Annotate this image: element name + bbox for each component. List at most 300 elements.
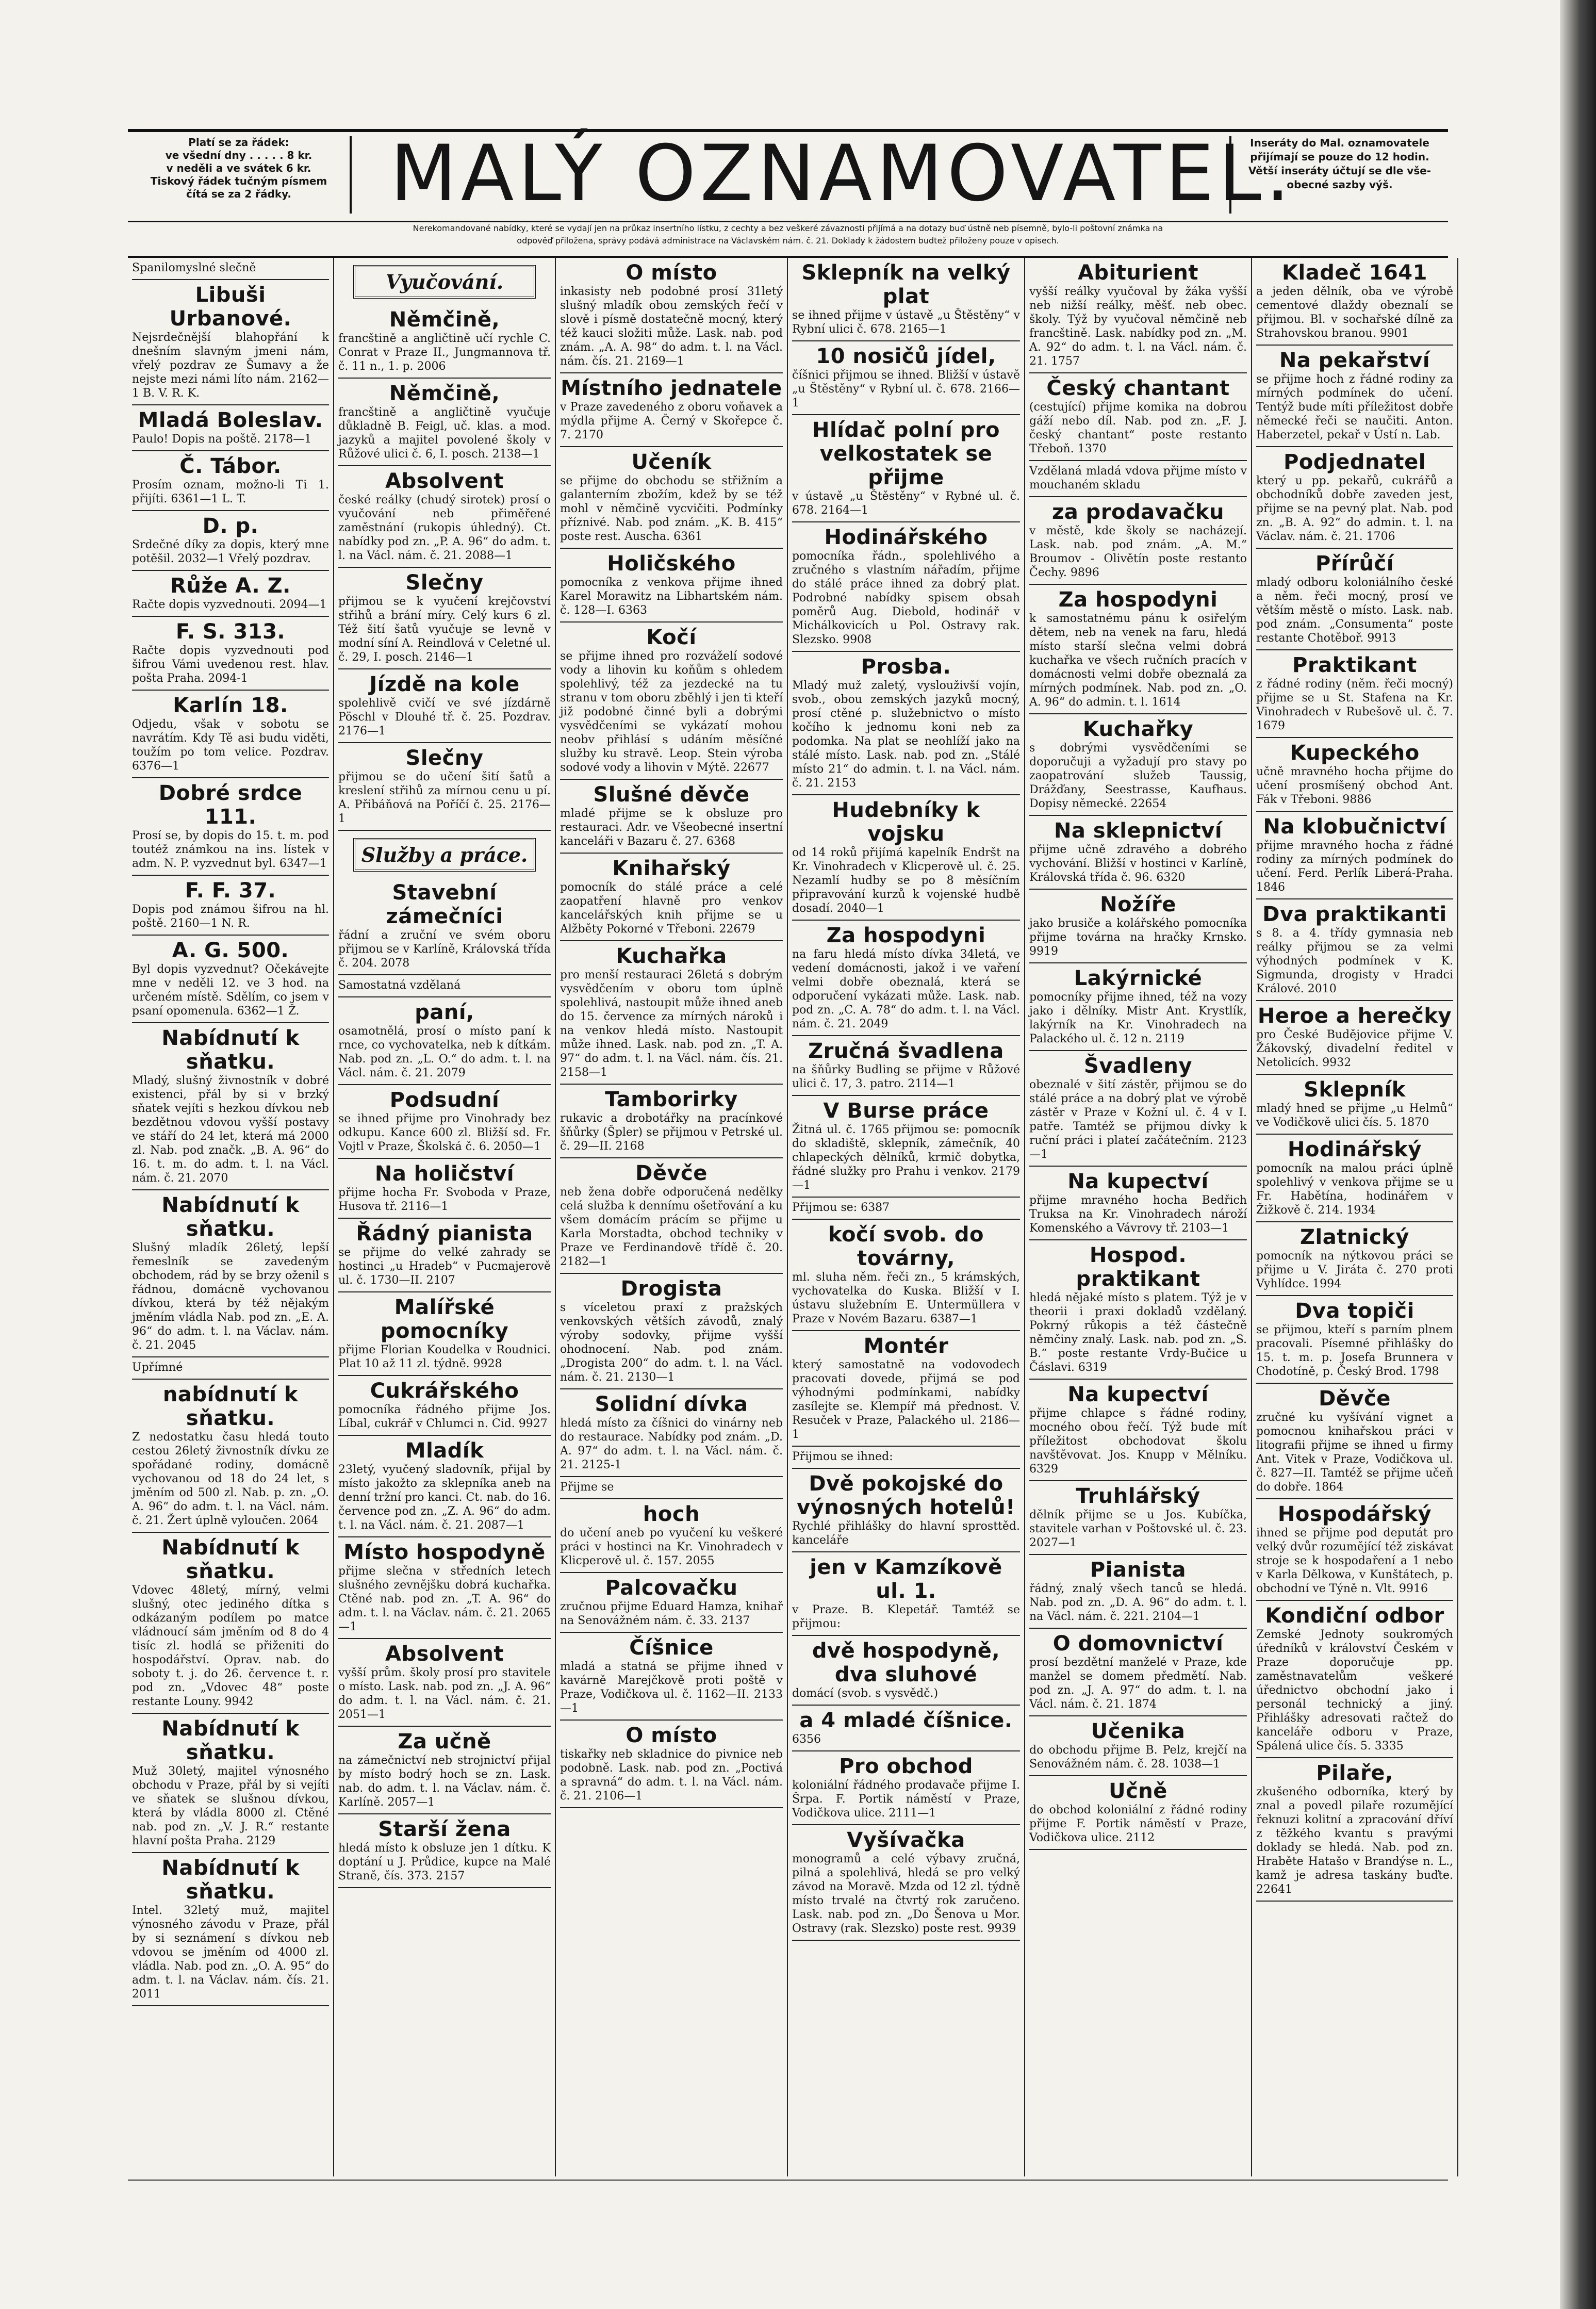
- classified-ad: [1256, 258, 1453, 346]
- classified-ad: [132, 280, 329, 405]
- ad-text: francštině a angličtině vyučuje důkladně B. Feigl, uč. klas. a mod. jazyků a majitel povolené školy v Růžové ulici č. 6, I. posch. 2138—1: [338, 406, 551, 461]
- ad-title: Kupeckého: [1290, 741, 1420, 765]
- classified-ad: [132, 1023, 329, 1190]
- ad-title: Učeník: [631, 450, 712, 474]
- ad-title: Na klobučnictví: [1263, 815, 1446, 839]
- ad-text: řádný, znalý všech tanců se hledá. Nab. pod zn. „D. A. 96“ do adm. t. l. na Václ. nám. č. 221. 2104—1: [1029, 1582, 1247, 1623]
- ad-text: přijme učně zdravého a dobrého vychování. Bližší v hostinci v Karlíně, Královská třída č. 96. 6320: [1029, 843, 1247, 884]
- ad-text: pomocník do stálé práce a celé zaopatření hlavně pro venkov kancelářských knih přijme se u Alžběty Pokorné v Třeboni. 22679: [560, 881, 783, 936]
- bottom-rule: [128, 2180, 1448, 2181]
- ad-text: rukavic a drobotářky na pracínkové šňůrky (Špler) se přijmou v Petrské ul. č. 29—II. 2168: [560, 1112, 783, 1153]
- ad-text: Rychlé přihlášky do hlavní sprosttěd. kanceláře: [792, 1520, 1020, 1547]
- ad-title: Sklepník: [1304, 1078, 1406, 1102]
- price-box: [128, 136, 352, 214]
- ad-text: zručnou přijme Eduard Hamza, knihař na Senovážném nám. č. 33. 2137: [560, 1600, 783, 1627]
- ad-text: v Praze. B. Klepetář. Tamtéž se přijmou:: [792, 1603, 1020, 1630]
- ad-text: Zemské Jednoty soukromých úředníků v království Českém v Praze doporučuje pp. zaměstnavatelům veškeré úřednictvo obchodní jako i personál technický a jiný. Přihlášky adresovati račtež do kanceláře odboru v Praze, Spálená ulice čís. 5. 3335: [1256, 1628, 1453, 1753]
- classified-ad: [1029, 1167, 1247, 1240]
- ad-title: Mladík: [405, 1439, 484, 1463]
- classified-ad: [560, 447, 783, 549]
- ad-title: Pilaře,: [1316, 1761, 1393, 1785]
- classified-ad: [792, 795, 1020, 921]
- ad-title: Hodinářský: [1288, 1138, 1422, 1161]
- classified-ad: [338, 466, 551, 568]
- classified-ad: [1256, 1222, 1453, 1296]
- ad-text: Spanilomyslné slečně: [132, 261, 256, 274]
- ad-text: s víceletou praxí z pražských venkovských větších závodů, znalý výroby sodovky, přijme vyšší ohodnocení. Nab. pod znám. „Drogista 200“ do adm. t. l. na Václ. nám. č. 21. 2130—1: [560, 1301, 783, 1384]
- classified-ad: [132, 1380, 329, 1533]
- classified-ad: [1256, 1758, 1453, 1902]
- classified-ad: [792, 258, 1020, 341]
- ad-title: Pianista: [1090, 1558, 1187, 1582]
- classified-ad: [132, 511, 329, 571]
- ad-title: nabídnutí k sňatku.: [162, 1383, 299, 1430]
- classified-ad: [338, 669, 551, 743]
- ad-title: Český chantant: [1046, 376, 1230, 400]
- classified-ad: [1029, 1051, 1247, 1167]
- classified-ad: [792, 1096, 1020, 1198]
- price-line: v neděli a ve svátek 6 kr.: [166, 162, 311, 174]
- ad-text: koloniální řádného prodavače přijme I. Šrpa. F. Portik náměstí v Praze, Vodičkova ulice. 2111—1: [792, 1779, 1020, 1820]
- ad-title: Hudebníky k vojsku: [832, 798, 980, 846]
- classified-ad: [1256, 549, 1453, 650]
- classified-ad: [1256, 1296, 1453, 1384]
- classified-ad: [132, 617, 329, 691]
- ad-title: Kočí: [646, 626, 697, 649]
- ad-title: Zlatnický: [1300, 1225, 1409, 1249]
- ad-text: jako brusiče a kolářského pomocníka přijme továrna na hračky Krnsko. 9919: [1029, 917, 1247, 958]
- classified-ad: [1256, 812, 1453, 899]
- ad-title: Učenika: [1091, 1720, 1186, 1743]
- notice-line: Nerekomandované nabídky, které se vydají jen na průkaz insertního lístku, z cechty a bez veškeré závaznosti přijímá a na dotazy buď ústně neb písemně, bylo-li poštovní známka na: [413, 223, 1163, 233]
- page-edge-shadow: [1560, 0, 1596, 2309]
- classified-ad: [1256, 346, 1453, 447]
- ad-text: Muž 30letý, majitel výnosného obchodu v Praze, přál by si vejíti ve sňatek se slušnou dívkou, která by vládla 8000 zl. Ctěné nab. pod zn. „V. J. R.“ restante hlavní pošta Praha. 2129: [132, 1765, 329, 1847]
- ad-text: monogramů a celé výbavy zručná, pilná a spolehlivá, hledá se pro velký závod na Moravě. Mzda od 12 zl. týdně místo trvalé na čtvrtý rok zaručeno. Lask. nab. pod zn. „Do Šenova u Mor. Ostravy (rak. Slezsko) poste rest. 9939: [792, 1853, 1020, 1935]
- ad-text: do obchod koloniální z řádné rodiny přijme F. Portik náměstí v Praze, Vodičkova ulice. 2112: [1029, 1804, 1247, 1844]
- ad-text: který samostatně na vodovodech pracovati dovede, přijmá se pod výhodnými podmínkami, nabídky zasílejte se. Klempíř má přednost. V. Resuček v Praze, Palackého ul. 2186—1: [792, 1358, 1020, 1441]
- ad-text: do učení aneb po vyučení ku veškeré práci v hostinci na Kr. Vinohradech v Klicperově ul. č. 157. 2055: [560, 1527, 783, 1567]
- classified-ad: [1029, 373, 1247, 461]
- ad-text: v ústavě „u Štěstěny“ v Rybné ul. č. 678. 2164—1: [792, 490, 1020, 517]
- ad-title: Heroe a herečky: [1257, 1004, 1452, 1028]
- classified-ad: [1029, 1380, 1247, 1481]
- ad-title: O domovnictví: [1052, 1632, 1224, 1656]
- ad-title: Č. Tábor.: [179, 454, 282, 478]
- ad-text: Intel. 32letý muž, majitel výnosného závodu v Praze, přál by si seznámení s dívkou neb vdovou se jměním od 4000 zl. vládla. Nab. pod zn. „O. A. 95“ do adm. t. l. na Václav. nám. čís. 21. 2011: [132, 1904, 329, 2001]
- price-line: čítá se za 2 řádky.: [186, 188, 291, 200]
- info-line: přijímají se pouze do 12 hodin.: [1250, 151, 1429, 163]
- classified-ad: [132, 1533, 329, 1714]
- classified-ad: [792, 415, 1020, 522]
- ad-text: pomocníka z venkova přijme ihned Karel Morawitz na Libhartském nám. č. 128—I. 6363: [560, 576, 783, 617]
- classified-ad: [560, 941, 783, 1085]
- classified-ad: [792, 1706, 1020, 1751]
- column-4: [788, 258, 1025, 2176]
- ad-title: Kondiční odbor: [1265, 1604, 1444, 1628]
- ad-text: pomocník na nýtkovou práci se přijme u V. Jiráta č. 270 proti Vyhlídce. 1994: [1256, 1250, 1453, 1290]
- classified-ad: [1256, 899, 1453, 1001]
- ad-title: Pro obchod: [839, 1755, 973, 1778]
- ad-title: Slušné děvče: [593, 783, 750, 807]
- classified-ad: [792, 1469, 1020, 1552]
- ad-text: Nejsrdečnější blahopřání k dnešním slavným jmeni nám, vřelý pozdrav ze Šumavy a že nejste mezi námi líto nám. 2162—1 B. V. R. K.: [132, 331, 329, 400]
- classified-ad: [560, 1085, 783, 1158]
- classified-ad: [1029, 258, 1247, 373]
- ad-title: Tamborirky: [605, 1088, 738, 1111]
- classified-ad: [338, 1159, 551, 1219]
- classified-ad: [1029, 816, 1247, 890]
- ad-text: mladé přijme se k obsluze pro restauraci. Adr. ve Všeobecné insertní kanceláři v Bazaru č. 27. 6368: [560, 807, 783, 848]
- ad-title: Zručná švadlena: [808, 1039, 1004, 1063]
- classified-ad: [560, 1389, 783, 1477]
- ad-text: se přijme do velké zahrady se hostinci „u Hradeb“ v Pucmajerově ul. č. 1730—II. 2107: [338, 1246, 551, 1287]
- ad-title: Za hospodyni: [1058, 588, 1218, 612]
- ad-title: jen v Kamzíkově ul. 1.: [810, 1555, 1002, 1603]
- ad-title: Stavební zámečníci: [386, 881, 503, 928]
- ad-title: Děvče: [635, 1161, 707, 1185]
- ad-title: Nožíře: [1100, 893, 1176, 916]
- ad-text: vyšší reálky vyučoval by žáka vyšší neb nižší reálky, měšť. neb obec. školy. Týž by vyučoval němčině neb francštině. Lask. nabídky pod zn. „M. A. 92“ do adm. t. l. na Václ. nám. č. 21. 1757: [1029, 285, 1247, 368]
- ad-text: v Praze zavedeného z oboru voňavek a mýdla přijme A. Černý v Skořepce č. 7. 2170: [560, 401, 783, 441]
- ad-title: Přírůčí: [1315, 552, 1394, 576]
- classified-ad: [560, 1477, 783, 1499]
- ad-text: přijmou se do učení šití šatů a kreslení střihů za mírnou cenu u pí. A. Přibáňová na Poříčí č. 25. 2176—1: [338, 771, 551, 825]
- classified-ad: [560, 1274, 783, 1389]
- ad-text: se ihned přijme pro Vinohrady bez odkupu. Kance 600 zl. Bližší sd. Fr. Vojtl v Praze, Školská č. 6. 2050—1: [338, 1112, 551, 1153]
- header-notice: [128, 221, 1448, 253]
- ad-text: ml. sluha něm. řeči zn., 5 krámských, vychovatelka do Kuska. Bližší v I. ústavu služebním E. Untermüllera v Praze v Novém Bazaru. 6387—1: [792, 1271, 1020, 1325]
- classified-ad: [338, 1537, 551, 1639]
- classified-ad: [560, 1158, 783, 1274]
- column-5: [1025, 258, 1252, 2176]
- classified-ad: [132, 691, 329, 778]
- ad-text: Byl dopis vyzvednut? Očekávejte mne v neděli 12. ve 3 hod. na určeném místě. Sdělím, co jsem v psaní opomenula. 6362—1 Ž.: [132, 963, 329, 1018]
- ad-title: Lakýrnické: [1074, 967, 1203, 990]
- ad-title: F. S. 313.: [175, 620, 286, 644]
- classified-ad: [338, 1085, 551, 1159]
- ad-text: 6356: [792, 1733, 821, 1746]
- ad-title: Nabídnutí k sňatku.: [161, 1856, 300, 1904]
- ad-text: Prosí se, by dopis do 15. t. m. pod toutéž známkou na ins. lístek v adm. N. P. vyzvednut byl. 6347—1: [132, 829, 329, 870]
- ad-title: Na kupectví: [1067, 1170, 1209, 1193]
- classified-ad: [132, 451, 329, 511]
- ad-text: inkasisty neb podobné prosí 31letý slušný mladík obou zemských řečí v slově i písmě dostatečně mocný, který též kauci složiti může. Lask. nab. pod znám. „A. A. 98“ do adm. t. l. na Václ. nám. čís. 21. 2169—1: [560, 285, 783, 368]
- ad-text: francštině a angličtině učí rychle C. Conrat v Praze II., Jungmannova tř. č. 11 n., 1. p. 2006: [338, 332, 551, 373]
- ad-title: Starší žena: [378, 1817, 511, 1841]
- classified-ad: [1029, 963, 1247, 1051]
- classified-ad: [792, 1198, 1020, 1220]
- classified-ad: [338, 1814, 551, 1888]
- ad-title: Malířské pomocníky: [380, 1296, 509, 1343]
- ad-text: hledá místo k obsluze jen 1 dítku. K doptání u J. Průdice, kupce na Malé Straně, čís. 373. 2157: [338, 1842, 551, 1882]
- classified-ad: [338, 305, 551, 379]
- classified-ad: [132, 1853, 329, 2006]
- ad-text: Paulo! Dopis na poště. 2178—1: [132, 433, 312, 446]
- classified-ad: [338, 1727, 551, 1814]
- ad-title: Nabídnutí k sňatku.: [161, 1536, 300, 1583]
- classified-ad: [792, 1447, 1020, 1469]
- column-2: [334, 258, 556, 2176]
- ad-title: Jízdě na kole: [369, 673, 520, 696]
- classified-ad: [338, 878, 551, 975]
- info-line: obecné sazby výš.: [1287, 178, 1393, 191]
- classified-ad: [560, 1721, 783, 1808]
- classified-ad: [1029, 1481, 1247, 1555]
- ad-title: Hospodářský: [1277, 1502, 1432, 1526]
- ad-title: Prosba.: [861, 655, 951, 679]
- ad-title: Kladeč 1641: [1282, 261, 1427, 285]
- ad-text: 23letý, vyučený sladovník, přijal by místo jakožto za sklepníka aneb na denní tržní pro kanci. Ct. nab. do 16. července pod zn. „Z. A. 96“ do adm. t. l. na Václ. nám. č. 21. 2087—1: [338, 1463, 551, 1532]
- section-heading: Služby a práce.: [353, 838, 536, 872]
- ad-title: a 4 mladé číšnice.: [799, 1709, 1013, 1732]
- ad-text: s 8. a 4. třídy gymnasia neb reálky přijmou se za velmi výhodných podmínek v K. Sigmunda, drogisty v Hradci Králové. 2010: [1256, 927, 1453, 995]
- ad-text: Přijme se: [560, 1481, 614, 1494]
- ad-text: Račte dopis vyzvednouti pod šifrou Vámi uvedenou rest. hlav. pošta Praha. 2094-1: [132, 644, 329, 685]
- ad-text: Mladý muž zaletý, vyslouživší vojín, svob., obou zemských jazyků mocný, prosí ctěné p. služebnictvo o místo kočího k jednomu koni neb za podomka. Na plat se neohlíží jako na stálé místo. Lask. nab. pod zn. „Stálé místo 21“ do admin. t. l. na Václ. nám. č. 21. 2153: [792, 679, 1020, 790]
- insertion-info-box: [1229, 136, 1448, 214]
- ad-title: hoch: [643, 1502, 700, 1526]
- ad-title: Drogista: [620, 1277, 722, 1301]
- ad-text: Prosím oznam, možno-li Ti 1. přijíti. 6361—1 L. T.: [132, 479, 329, 505]
- ad-title: Absolvent: [385, 1642, 504, 1666]
- classified-ad: [1029, 585, 1247, 714]
- ad-title: Podjednatel: [1284, 450, 1426, 474]
- classified-ad: [1256, 650, 1453, 738]
- section-heading: Vyučování.: [353, 265, 536, 299]
- classified-ad: [1256, 447, 1453, 549]
- ad-text: k samostatnému pánu k osiřelým dětem, neb na venek na faru, hledá místo starší slečna velmi dobrá kuchařka ve všech ručních pracích v domácnosti velmi dobře obeznalá za mírných podmínek. Nab. pod zn. „O. A. 96“ do admin. t. l. 1614: [1029, 612, 1247, 709]
- ad-title: Kuchařky: [1082, 717, 1194, 741]
- classified-ad: [132, 1714, 329, 1853]
- classified-ad: [560, 549, 783, 623]
- ad-text: Vdovec 48letý, mírný, velmi slušný, otec jediného dítka s odkázaným podílem po matce vládnoucí sám jměním od 8 do 4 tisíc zl. hodlá se přiženiti do hospodářství. Oprav. nab. do soboty t. j. do 26. července t. r. pod zn. „Vdovec 48“ poste restante Louny. 9942: [132, 1584, 329, 1708]
- ad-title: Řádný pianista: [356, 1222, 533, 1246]
- classified-ad: [792, 1331, 1020, 1447]
- ad-title: Knihařský: [612, 857, 731, 880]
- ad-text: pomocníka řádného přijme Jos. Líbal, cukrář v Chlumci n. Cid. 9927: [338, 1403, 551, 1430]
- ad-title: Na sklepnictví: [1054, 819, 1223, 843]
- classified-ad: [132, 405, 329, 451]
- ad-text: mladá a statná se přijme ihned v kavárně Marejčkově proti poště v Praze, Vodičkova ul. č. 1162—II. 2133—1: [560, 1660, 783, 1715]
- ad-text: v městě, kde školy se nacházejí. Lask. nab. pod znám. „A. M.“ Broumov - Olivětín poste restanto Čechy. 9896: [1029, 525, 1247, 579]
- ad-title: Montér: [863, 1334, 949, 1358]
- classified-ad: [132, 778, 329, 876]
- classified-ad: [1256, 1135, 1453, 1222]
- info-line: Větší inseráty účtují se dle vše-: [1248, 165, 1432, 177]
- ad-title: Hodinářského: [824, 526, 988, 549]
- ad-title: Nabídnutí k sňatku.: [161, 1717, 300, 1764]
- ad-text: mladý odboru koloniálního české a něm. řeči mocný, prosí ve větším městě o místo. Lask. nab. pod znám. „Consumenta“ poste restante Chotěboř. 9913: [1256, 576, 1453, 645]
- classified-ad: [1256, 1384, 1453, 1499]
- ad-text: přijme mravného hocha Bedřich Truksa na Kr. Vinohradech nároží Komenského a Vávrovy tř. 2103—1: [1029, 1194, 1247, 1235]
- classified-ad: [338, 1639, 551, 1727]
- ad-text: na zámečnictví neb strojnictví přijal by místo bodrý hoch se zn. Lask. nab. do adm. t. l. na Václav. nám. č. Karlíně. 2057—1: [338, 1754, 551, 1809]
- classified-ad: [560, 854, 783, 941]
- classified-ad: [132, 258, 329, 280]
- ad-text: Vzdělaná mladá vdova přijme místo v mouchaném skladu: [1029, 465, 1247, 492]
- classified-ad: [560, 623, 783, 780]
- ad-text: domácí (svob. s vysvědč.): [792, 1687, 939, 1700]
- ad-title: Učně: [1109, 1779, 1167, 1803]
- ad-title: Palcovačku: [605, 1576, 738, 1600]
- classified-ad: [560, 258, 783, 373]
- ad-text: který u pp. pekařů, cukrářů a obchodníků dobře zaveden jest, přijme se na pevný plat. Nab. pod zn. „B. A. 92“ do admin. t. l. na Václav. nám. č. 21. 1706: [1256, 474, 1453, 543]
- ad-text: číšnici přijmou se ihned. Bližší v ústavě „u Štěstěny“ v Rybní ul. č. 678. 2166—1: [792, 369, 1020, 410]
- ad-text: z řádné rodiny (něm. řeči mocný) přijme se u St. Stafena na Kr. Vinohradech v Rubešově ul. č. 7. 1679: [1256, 678, 1453, 732]
- ad-title: Na pekařství: [1279, 349, 1430, 372]
- ad-text: přijme mravného hocha z řádné rodiny za mírných podmínek do učení. Ferd. Perlík Liberá-Praha. 1846: [1256, 839, 1453, 894]
- ad-title: Dva topiči: [1295, 1299, 1414, 1323]
- classified-ad: [1029, 1555, 1247, 1629]
- ad-text: Dopis pod známou šifrou na hl. poště. 2160—1 N. R.: [132, 903, 329, 930]
- ad-text: hledá nějaké místo s platem. Týž je v theorii i praxi dokladů vzdělaný. Pokrný růkopis a též částečně němčiny znalý. Lask. nab. pod zn. „S. B.“ poste restante Vrdy-Bučice u Čáslavi. 6319: [1029, 1291, 1247, 1374]
- ad-title: za prodavačku: [1051, 500, 1225, 524]
- ad-title: 10 nosičů jídel,: [816, 345, 996, 368]
- classified-ad: [338, 997, 551, 1085]
- price-line: ve všední dny . . . . . 8 kr.: [165, 149, 312, 161]
- classified-ad: [338, 975, 551, 997]
- ad-text: přijme chlapce s řádné rodiny, mocného obou řečí. Týž bude mít příležitost obchodovat školu navštěvovat. Jos. Knupp v Mělníku. 6329: [1029, 1407, 1247, 1476]
- ad-text: řádní a zruční ve svém oboru přijmou se v Karlíně, Královská třída č. 204. 2078: [338, 929, 551, 970]
- classified-ad: [560, 373, 783, 447]
- ad-text: se přijme hoch z řádné rodiny za mírných podmínek do učení. Tentýž bude míti příležitost dobře německé řeči se naučiti. Anton. Haberzetel, pekař v Ústí n. Lab.: [1256, 373, 1453, 441]
- classified-ad: [792, 1825, 1020, 1941]
- classified-ad: [338, 1376, 551, 1436]
- ad-text: osamotnělá, prosí o místo paní k rnce, co vychovatelka, neb k dítkám. Nab. pod zn. „L. O.“ do adm. t. l. na Václ. nám. č. 21. 2079: [338, 1025, 551, 1079]
- ad-text: přijmou se k vyučení krejčovství střihů a brání míry. Celý kurs 6 zl. Též šití šatů vyučuje se levně v modní síní A. Reindlová v Celetné ul. č. 29, I. posch. 2146—1: [338, 595, 551, 664]
- ad-text: se ihned přijme v ústavě „u Štěstěny“ v Rybní ulici č. 678. 2165—1: [792, 309, 1020, 336]
- ad-text: a jeden dělník, oba ve výrobě cementové dlaždy obeznalí se přijmou. Bl. v sochařské dílně za Strahovskou branou. 9901: [1256, 285, 1453, 340]
- classified-ad: [338, 1436, 551, 1537]
- ad-text: s dobrými vysvědčeními se doporučuji a vyžadují pro stavy po zaopatrování služeb Taussig, Drážďany, Seestrasse, Kaufhaus. Dopisy německé. 22654: [1029, 742, 1247, 810]
- ad-title: Nabídnutí k sňatku.: [161, 1193, 300, 1241]
- notice-line: odpověď přiložena, správy podává administrace na Václavském nám. č. 21. Doklady k žádostem budtež přiloženy pouze v opisech.: [517, 236, 1059, 245]
- ad-text: mladý hned se přijme „u Helmů“ ve Vodičkově ulici čís. 5. 1870: [1256, 1102, 1453, 1129]
- classified-ad: [338, 1219, 551, 1292]
- ad-text: Mladý, slušný živnostník v dobré existenci, přál by si v brzký sňatek vejíti s hezkou dívkou neb bezdětnou vdovou vyšší postavy ve stáří do 24 let, která má 2000 zl. Nab. pod značk. „B. A. 96“ do 16. t. m. do adm. t. l. na Václ. nám. č. 21. 2070: [132, 1074, 329, 1185]
- ad-text: se přijme ihned pro rozváželí sodové vody a lihovin ku koňům s ohledem spolehlivý, též za jezdecké na tu stranu v tom oboru zběhlý i jen ti kteří již podobné činné byli a dobrými vysvědčeními se vykázatí mohou neobv přihlásí s udáním měsíčné služby ku stravě. Leop. Stein výroba sodové vody a lihovin v Mýtě. 22677: [560, 650, 783, 774]
- ad-title: Slečny: [405, 746, 484, 770]
- ad-title: Nabídnutí k sňatku.: [161, 1026, 300, 1074]
- ad-title: Němčině,: [389, 308, 500, 332]
- ad-text: Žitná ul. č. 1765 přijmou se: pomocník do skladiště, sklepník, zámečník, 40 chlapeckých dělníků, krmič dobytka, řádné služky pro Prahu i venkov. 2179—1: [792, 1123, 1020, 1192]
- classified-ad: [560, 1499, 783, 1573]
- ad-text: Přijmou se: 6387: [792, 1201, 890, 1214]
- classified-ad: [1029, 497, 1247, 585]
- classified-ad: [560, 780, 783, 854]
- ad-title: V Burse práce: [823, 1099, 989, 1123]
- info-line: Inseráty do Mal. oznamovatele: [1250, 137, 1429, 149]
- classified-ad: [338, 568, 551, 669]
- column-6: [1252, 258, 1458, 2176]
- classified-ad: [1256, 1499, 1453, 1601]
- price-line: Platí se za řádek:: [188, 136, 289, 149]
- ad-title: O místo: [626, 1724, 717, 1747]
- price-line: Tiskový řádek tučným písmem: [150, 175, 327, 187]
- ad-text: se přijmou, kteří s parním plnem pracovali. Písemné přihlášky do 15. t. m. p. Josefa Brunnera v Chodotíně, p. Český Brod. 1798: [1256, 1323, 1453, 1378]
- column-3: [556, 258, 788, 2176]
- ad-title: Holičského: [607, 552, 736, 576]
- ad-text: hledá místo za číšnici do vinárny neb do restaurace. Nabídky pod znám. „D. A. 97“ do adm. t. l. na Václ. nám. č. 21. 2125-1: [560, 1417, 783, 1471]
- ad-text: dělník přijme se u Jos. Kubíčka, stavitele varhan v Poštovské ul. č. 23. 2027—1: [1029, 1509, 1247, 1549]
- ad-title: F. F. 37.: [185, 879, 276, 903]
- ad-text: přijme Florian Koudelka v Roudnici. Plat 10 až 11 zl. týdně. 9928: [338, 1344, 551, 1370]
- ad-title: Děvče: [1319, 1387, 1391, 1411]
- ad-title: Na holičství: [374, 1162, 515, 1186]
- ad-title: Absolvent: [385, 469, 504, 493]
- classified-header: [128, 129, 1448, 258]
- ad-title: Místo hospodyně: [343, 1541, 546, 1564]
- ad-title: Sklepník na velký plat: [801, 261, 1011, 308]
- ad-text: Přijmou se ihned:: [792, 1450, 893, 1463]
- classified-ad: [132, 1357, 329, 1380]
- classified-ad: [792, 1751, 1020, 1825]
- ad-text: od 14 roků přijímá kapelník Endršt na Kr. Vinohradech v Klicperově ul. č. 25. Nezamlí hudby se po 8 měsíčním připravování kurzů k vojenské hudbě dosadí. 2040—1: [792, 846, 1020, 915]
- ad-text: na šňůrky Budling se přijme v Růžové ulici č. 17, 3. patro. 2114—1: [792, 1063, 1020, 1090]
- ad-text: české reálky (chudý sirotek) prosí o vyučování neb přiměřené zaměstnání (rukopis úhledný). Ct. nabídky pod zn. „P. A. 96“ do adm. t. l. na Václ. nám. č. 21. 2088—1: [338, 494, 551, 562]
- ad-title: Za učně: [398, 1730, 491, 1754]
- classified-ad: [1029, 1716, 1247, 1776]
- classified-ad: [1029, 461, 1247, 497]
- ad-text: pro České Budějovice přijme V. Žákovský, divadelní ředitel v Netolicích. 9932: [1256, 1028, 1453, 1069]
- classified-ad: [338, 743, 551, 831]
- ad-text: Slušný mladík 26letý, lepší řemeslník se zavedeným obchodem, rád by se brzy oženil s řádnou, domácně vychovanou dívkou, která by též nějakým jměním vládla Nab. pod zn. „E. A. 96“ do adm. t. l. na Václav. nám. č. 21. 2045: [132, 1241, 329, 1352]
- classified-ad: [132, 571, 329, 617]
- ad-text: tiskařky neb skladnice do pivnice neb podobně. Lask. nab. pod zn. „Poctivá a spravná“ do adm. t. l. na Václ. nám. č. 21. 2106—1: [560, 1748, 783, 1803]
- ad-title: Na kupectví: [1067, 1383, 1209, 1406]
- ad-title: Slečny: [405, 571, 484, 595]
- classified-ad: [1029, 890, 1247, 963]
- ad-title: paní,: [415, 1001, 474, 1024]
- classified-ad: [1256, 738, 1453, 812]
- ad-text: Z nedostatku času hledá touto cestou 26letý živnostník dívku ze spořádané rodiny, domácně vychovanou od 18 do 24 let, s jměním od 500 zl. Nab. p. zn. „O. A. 96“ do adm. t. l. na Václ. nám. č. 21. Žert úplně vyloučen. 2064: [132, 1431, 329, 1527]
- ad-title: Místního jednatele: [561, 376, 782, 400]
- classified-ad: [560, 1573, 783, 1633]
- classified-ad: [1256, 1075, 1453, 1135]
- classified-ad: [1029, 1240, 1247, 1380]
- classified-ad: [132, 876, 329, 936]
- ad-text: Upřímné: [132, 1361, 183, 1374]
- ad-text: přijme slečna v středních letech slušného zevnějšku dobrá kuchařka. Ctěné nab. pod zn. „T. A. 96“ do adm. t. l. na Václav. nám. č. 21. 2065—1: [338, 1565, 551, 1633]
- ad-title: Hlídač polní pro velkostatek se přijme: [812, 418, 1000, 489]
- classified-ad: [792, 1036, 1020, 1096]
- ad-title: Švadleny: [1084, 1054, 1192, 1078]
- ad-title: Praktikant: [1292, 653, 1417, 677]
- ad-title: Za hospodyni: [826, 924, 986, 947]
- ad-title: Kuchařka: [616, 944, 727, 968]
- classified-ad: [560, 1633, 783, 1721]
- ad-title: Cukrářského: [370, 1379, 519, 1403]
- ad-title: Podsudní: [389, 1088, 500, 1112]
- ad-text: přijme hocha Fr. Svoboda v Praze, Husova tř. 2116—1: [338, 1186, 551, 1213]
- ad-text: zkušeného odborníka, který by znal a povedl pilaře rozumějící řeknuzi kolitní a zpracování dříví z těžkého kvantu s pravými doklady se hledá. Nab. pod zn. Hraběte Hatašo v Brandýse n. L., kamž je adresa taskány buďte. 22641: [1256, 1786, 1453, 1896]
- ad-text: pomocník na malou práci úplně spolehlivý v venkova přijme se u Fr. Habětína, hodinářem v Žižkově č. 214. 1934: [1256, 1162, 1453, 1217]
- classified-ad: [338, 1292, 551, 1376]
- ad-title: Mladá Boleslav.: [138, 408, 323, 432]
- classified-ad: [792, 652, 1020, 795]
- ad-text: vyšší prům. školy prosí pro stavitele o místo. Lask. nab. pod zn. „J. A. 96“ do adm. t. l. na Václ. nám. č. 21. 2051—1: [338, 1666, 551, 1721]
- classified-ad: [792, 1220, 1020, 1331]
- classified-ad: [1029, 714, 1247, 816]
- ad-title: Solidní dívka: [595, 1393, 748, 1416]
- ad-text: zručné ku vyšívání vignet a pomocnou knihařskou práci v litografii přijme se ihned u firmy Ant. Vitek v Praze, Vodičkova ul. č. 827—II. Tamtéž se přijme učeň do dobře. 1864: [1256, 1411, 1453, 1494]
- ad-text: spolehlivě cvičí ve své jízdárně Pöschl v Dlouhé tř. č. 25. Pozdrav. 2176—1: [338, 697, 551, 738]
- ad-text: pomocníka řádn., spolehlivého a zručného s vlastním nářadím, přijme do stálé práce ihned za dobrý plat. Podrobné nabídky spisem obsah poměrů Aug. Diebold, hodinář v Michálkovicích u Pol. Ostravy rak. Slezsko. 9908: [792, 550, 1020, 646]
- classified-ad: [792, 1636, 1020, 1706]
- ad-title: O místo: [626, 261, 717, 285]
- ad-title: Vyšívačka: [847, 1828, 965, 1852]
